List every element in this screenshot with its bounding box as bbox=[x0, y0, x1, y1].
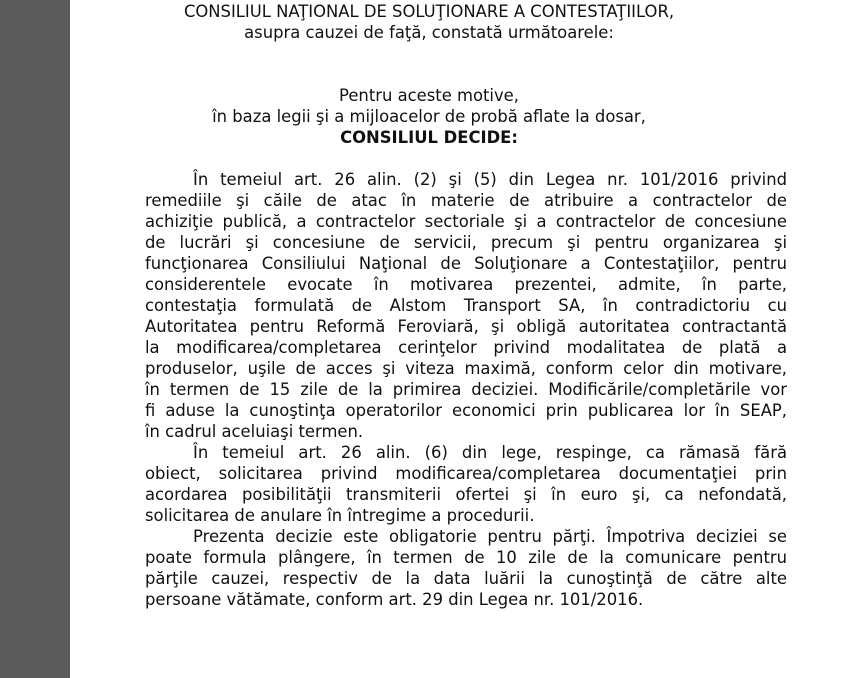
motives-line-2: în baza legii şi a mijloacelor de probă aflate la dosar, bbox=[212, 107, 646, 126]
paragraph-line: solicitarea de anulare în întregime a procedurii. bbox=[145, 506, 535, 525]
paragraph-line: în termen de 15 zile de la primirea deciziei. Modificările/completările vor bbox=[145, 380, 787, 399]
paragraph-line: În temeiul art. 26 alin. (2) şi (5) din Legea nr. 101/2016 privind bbox=[193, 170, 787, 189]
paragraph-line: funcţionarea Consiliului Naţional de Soluţionare a Contestaţiilor, pentru bbox=[145, 254, 787, 273]
paragraph-line: poate formula plângere, în termen de 10 zile de la comunicare pentru bbox=[145, 548, 787, 567]
paragraph-line: Autoritatea pentru Reformă Feroviară, şi obligă autoritatea contractantă bbox=[145, 317, 787, 336]
paragraph-line: acordarea posibilităţii transmiterii ofertei şi în euro şi, ca nefondată, bbox=[145, 485, 787, 504]
paragraph-line: contestaţia formulată de Alstom Transport SA, în contradictoriu cu bbox=[145, 296, 787, 315]
paragraph-line: de lucrări şi concesiune de servicii, precum şi pentru organizarea şi bbox=[145, 233, 787, 252]
paragraph-line: produselor, uşile de acces şi viteza maximă, conform celor din motivare, bbox=[145, 359, 787, 378]
paragraph-line: În temeiul art. 26 alin. (6) din lege, respinge, ca rămasă fără bbox=[193, 443, 787, 462]
paragraph-line: în cadrul aceluiaşi termen. bbox=[145, 422, 364, 441]
paragraph-line: părţile cauzei, respectiv de la data luării la cunoştinţă de către alte bbox=[145, 569, 787, 588]
paragraph-line: remediile şi căile de atac în materie de atribuire a contractelor de bbox=[145, 191, 787, 210]
paragraph-line: fi aduse la cunoştinţa operatorilor economici prin publicarea lor în SEAP, bbox=[145, 401, 787, 420]
motives-line-1: Pentru aceste motive, bbox=[339, 86, 519, 105]
document-page bbox=[70, 0, 848, 678]
document-header-subtitle: asupra cauzei de faţă, constată următoarele: bbox=[244, 23, 614, 42]
paragraph-line: persoane vătămate, conform art. 29 din Legea nr. 101/2016. bbox=[145, 590, 644, 609]
paragraph-line: Prezenta decizie este obligatorie pentru părţi. Împotriva deciziei se bbox=[193, 527, 787, 546]
paragraph-line: la modificarea/completarea cerinţelor privind modalitatea de plată a bbox=[145, 338, 787, 357]
paragraph-line: achiziţie publică, a contractelor sectoriale şi a contractelor de concesiune bbox=[145, 212, 787, 231]
paragraph-line: obiect, solicitarea privind modificarea/completarea documentaţiei prin bbox=[145, 464, 787, 483]
viewer-gutter bbox=[0, 0, 70, 678]
decision-heading: CONSILIUL DECIDE: bbox=[340, 128, 518, 147]
document-header-title: CONSILIUL NAŢIONAL DE SOLUŢIONARE A CONTESTAŢIILOR, bbox=[183, 2, 675, 21]
paragraph-line: considerentele evocate în motivarea prezentei, admite, în parte, bbox=[145, 275, 787, 294]
